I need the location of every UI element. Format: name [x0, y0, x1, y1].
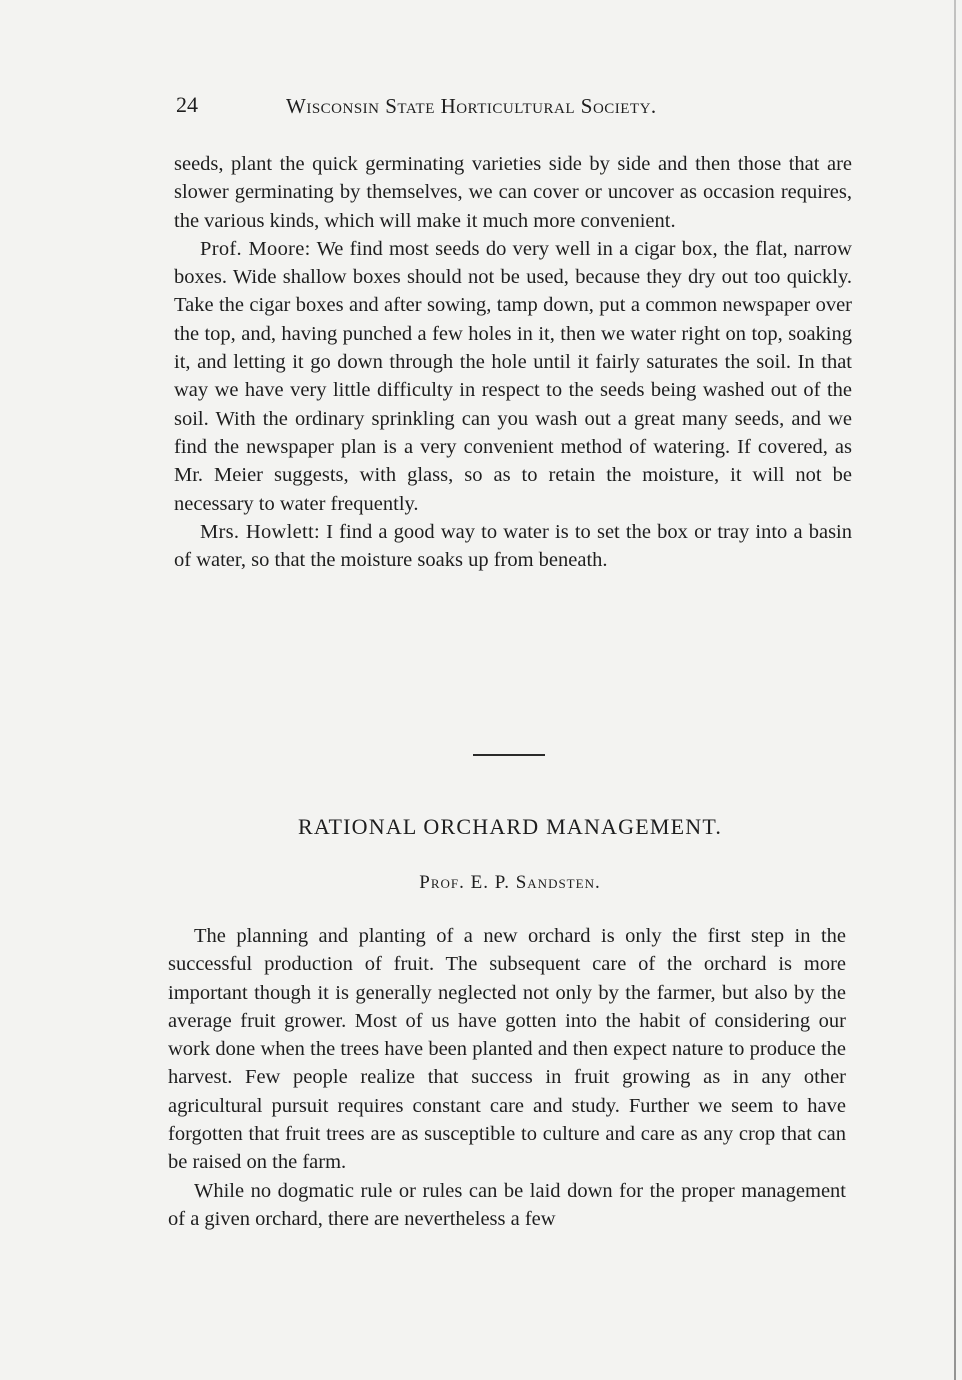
page-header [176, 92, 776, 122]
article-author: Prof. E. P. Sandsten. [419, 872, 601, 893]
article-paragraph: While no dogmatic rule or rules can be laid down for the proper management of a given orchard, there are nevertheless a few [168, 1179, 846, 1230]
page-edge-shadow [954, 0, 956, 1380]
speaker-remarks: I find a good way to water is to set the box or tray into a basin of water, so that the moisture soaks up from beneath. [174, 520, 852, 572]
speaker-name: Prof. Moore: [200, 237, 311, 260]
speaker-remarks: We find most seeds do very well in a cigar box, the flat, narrow boxes. Wide shallow boxes should not be used, because they dry out too quickly. Take the cigar boxes and after sowing, tamp down, put a common newspaper over the top, and, having punched a few holes in it, then we water right on top, soaking it, and letting it go down through the hole until it fairly saturates the soil. In that way we have very little difficulty in respect to the seeds being washed out of the soil. With the ordinary sprinkling can you wash out a great many seeds, and we find the newspaper plan is a very convenient method of watering. If covered, as Mr. Meier suggests, with glass, so as to retain the moisture, it will not be necessary to water frequently. [174, 237, 852, 515]
page-number: 24 [176, 92, 198, 117]
article-paragraph: The planning and planting of a new orchard is only the first step in the successful production of fruit. The subsequent care of the orchard is more important though it is generally neglected not only by the farmer, but also by the average fruit grower. Most of us have gotten into the habit of considering our work done when the trees have been planted and then expect nature to produce the harvest. Few people realize that success in fruit growing as in any other agricultural pursuit requires constant care and study. Further we seem to have forgotten that fruit trees are as susceptible to culture and care as any crop that can be raised on the farm. [168, 925, 846, 1174]
discussion-paragraph: seeds, plant the quick germinating varieties side by side and then those that are slower germinating by themselves, we can cover or uncover as occasion requires, the various kinds, which will make it much more convenient. [174, 153, 852, 232]
section-divider [473, 754, 545, 756]
article-title: RATIONAL ORCHARD MANAGEMENT. [297, 814, 723, 839]
running-head: Wisconsin State Horticultural Society. [286, 94, 657, 118]
discussion-paragraph [174, 518, 852, 575]
discussion-paragraph [174, 235, 852, 518]
article-body [168, 922, 846, 1233]
speaker-name: Mrs. Howlett: [200, 520, 320, 543]
discussion-text [174, 150, 852, 574]
